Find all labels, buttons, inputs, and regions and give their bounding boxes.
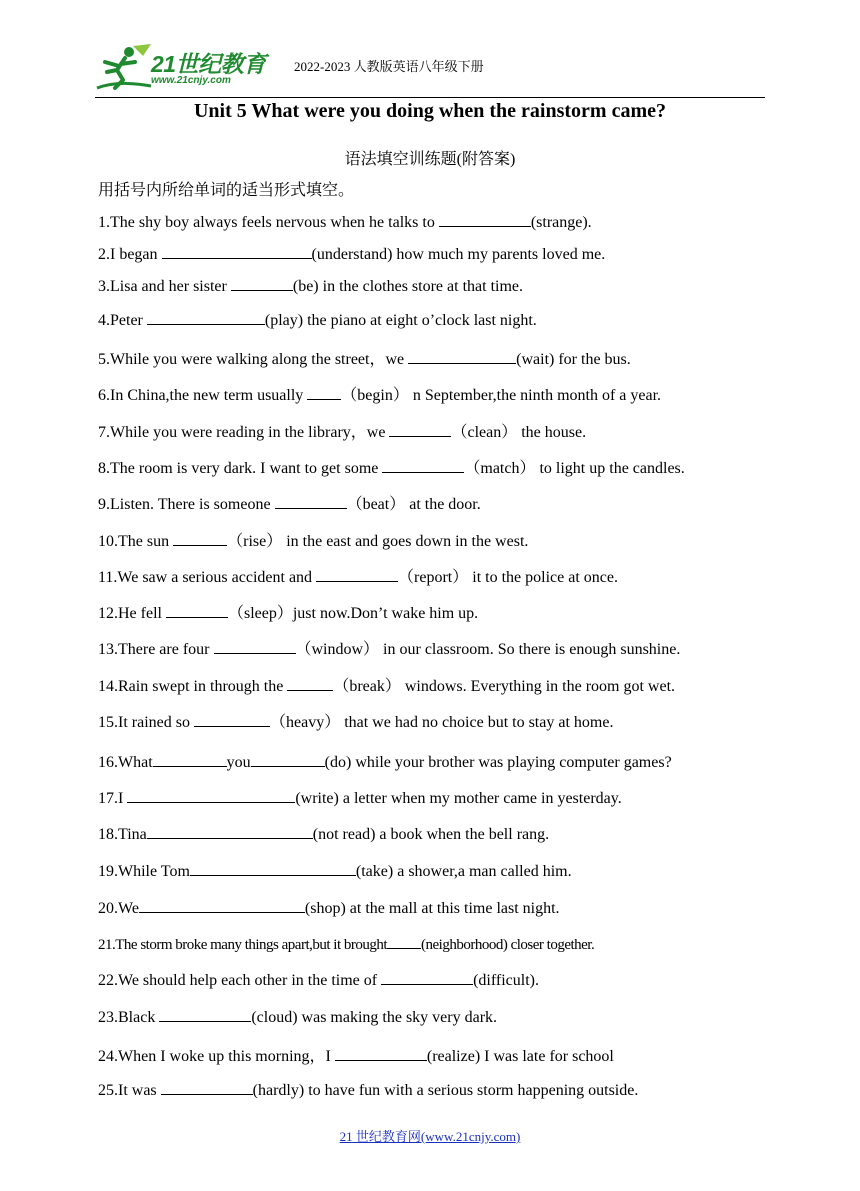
- question-text: 19.While Tom: [98, 863, 190, 880]
- question-text: 16.What: [98, 754, 153, 771]
- question-text: （clean） the house.: [451, 424, 587, 441]
- question-13: [98, 636, 680, 659]
- page-header: [0, 0, 860, 100]
- question-text: （heavy） that we had no choice but to stay at home.: [269, 714, 614, 731]
- answer-blank[interactable]: [153, 752, 227, 767]
- question-text: 13.There are four: [98, 641, 210, 658]
- question-3: [98, 276, 523, 296]
- question-11: [98, 564, 618, 587]
- question-18: [98, 824, 549, 844]
- question-text: 25.It was: [98, 1082, 157, 1099]
- question-1: [98, 212, 592, 232]
- question-text: 11.We saw a serious accident and: [98, 569, 313, 586]
- question-text: 9.Listen. There is someone: [98, 496, 271, 513]
- question-text: （report） it to the police at once.: [398, 569, 618, 586]
- question-text: (take) a shower,a man called him.: [355, 863, 572, 880]
- answer-blank[interactable]: [387, 934, 421, 949]
- question-15: [98, 709, 613, 732]
- answer-blank[interactable]: [127, 788, 295, 803]
- logo-site: www.21cnjy.com: [151, 75, 231, 86]
- answer-blank[interactable]: [307, 385, 341, 400]
- answer-blank[interactable]: [275, 494, 347, 509]
- answer-blank[interactable]: [251, 752, 325, 767]
- header-divider: [95, 97, 765, 98]
- answer-blank[interactable]: [161, 1080, 253, 1095]
- question-text: (wait) for the bus.: [516, 351, 631, 368]
- question-text: （window） in our classroom. So there is enough sunshine.: [295, 641, 681, 658]
- question-text: 12.He fell: [98, 605, 162, 622]
- question-17: [98, 788, 622, 808]
- answer-blank[interactable]: [159, 1007, 251, 1022]
- answer-blank[interactable]: [389, 422, 451, 437]
- question-19: [98, 861, 572, 881]
- question-21: [98, 934, 594, 954]
- question-20: [98, 898, 560, 918]
- answer-blank[interactable]: [287, 676, 333, 691]
- question-22: [98, 970, 539, 990]
- question-text: （match） to light up the candles.: [464, 460, 685, 477]
- answer-blank[interactable]: [147, 310, 265, 325]
- answer-blank[interactable]: [408, 349, 516, 364]
- question-12: [98, 600, 478, 623]
- answer-blank[interactable]: [190, 861, 356, 876]
- question-text: (realize) I was late for school: [426, 1048, 614, 1065]
- question-text: (write) a letter when my mother came in yesterday.: [295, 790, 622, 807]
- question-text: 21.The storm broke many things apart,but it brought: [98, 937, 388, 953]
- answer-blank[interactable]: [166, 603, 228, 618]
- answer-blank[interactable]: [231, 276, 293, 291]
- question-text: 24.When I woke up this morning，I: [98, 1048, 331, 1065]
- question-2: [98, 244, 605, 264]
- question-text: (be) in the clothes store at that time.: [292, 278, 524, 295]
- question-text: (cloud) was making the sky very dark.: [251, 1009, 498, 1026]
- question-16: [98, 752, 672, 772]
- logo-brand: 21世纪教育: [151, 51, 266, 77]
- question-6: [98, 382, 661, 405]
- answer-blank[interactable]: [382, 458, 464, 473]
- header-subtitle: 2022-2023 人教版英语八年级下册: [294, 59, 484, 74]
- logo: [95, 42, 275, 94]
- answer-blank[interactable]: [439, 212, 531, 227]
- question-text: (play) the piano at eight o’clock last night.: [264, 312, 537, 329]
- page-subtitle: 语法填空训练题(附答案): [344, 151, 516, 168]
- question-text: 3.Lisa and her sister: [98, 278, 227, 295]
- question-text: 1.The shy boy always feels nervous when he talks to: [98, 214, 435, 231]
- question-10: [98, 528, 528, 551]
- question-text: 22.We should help each other in the time of: [98, 972, 378, 989]
- question-text: (do) while your brother was playing computer games?: [324, 754, 672, 771]
- question-text: 20.We: [98, 900, 139, 917]
- answer-blank[interactable]: [194, 712, 270, 727]
- runner-logo-icon: [95, 42, 153, 94]
- answer-blank[interactable]: [214, 639, 296, 654]
- question-8: [98, 455, 685, 478]
- footer-link[interactable]: 21 世纪教育网(www.21cnjy.com): [339, 1129, 521, 1144]
- answer-blank[interactable]: [173, 531, 227, 546]
- question-9: [98, 491, 481, 514]
- question-25: [98, 1080, 638, 1100]
- question-7: [98, 419, 586, 442]
- instruction: 用括号内所给单词的适当形式填空。: [98, 182, 355, 199]
- question-text: (hardly) to have fun with a serious storm happening outside.: [252, 1082, 639, 1099]
- question-24: [98, 1043, 614, 1066]
- question-text: (difficult).: [473, 972, 539, 989]
- page-title: Unit 5 What were you doing when the rainstorm came?: [193, 100, 667, 122]
- question-4: [98, 310, 537, 330]
- question-text: （break） windows. Everything in the room got wet.: [333, 678, 676, 695]
- question-text: 15.It rained so: [98, 714, 190, 731]
- question-text: 4.Peter: [98, 312, 143, 329]
- answer-blank[interactable]: [139, 898, 305, 913]
- question-text: （begin） n September,the ninth month of a year.: [341, 387, 662, 404]
- question-text: 14.Rain swept in through the: [98, 678, 284, 695]
- answer-blank[interactable]: [335, 1046, 427, 1061]
- question-text: (shop) at the mall at this time last night.: [304, 900, 560, 917]
- question-text: （sleep）just now.Don’t wake him up.: [227, 605, 479, 622]
- question-text: (strange).: [530, 214, 592, 231]
- question-text: (neighborhood) closer together.: [421, 937, 595, 953]
- question-text: 6.In China,the new term usually: [98, 387, 304, 404]
- question-text: (not read) a book when the bell rang.: [312, 826, 550, 843]
- answer-blank[interactable]: [316, 567, 398, 582]
- question-23: [98, 1007, 497, 1027]
- question-text: 18.Tina: [98, 826, 147, 843]
- question-text: 7.While you were reading in the library，we: [98, 424, 386, 441]
- question-text: 8.The room is very dark. I want to get some: [98, 460, 379, 477]
- question-text: 23.Black: [98, 1009, 156, 1026]
- question-text: 17.I: [98, 790, 124, 807]
- question-text: 10.The sun: [98, 533, 170, 550]
- question-text: you: [226, 754, 251, 771]
- answer-blank[interactable]: [147, 824, 313, 839]
- question-text: （beat） at the door.: [346, 496, 481, 513]
- question-text: 2.I began: [98, 246, 158, 263]
- answer-blank[interactable]: [381, 970, 473, 985]
- question-5: [98, 346, 631, 369]
- answer-blank[interactable]: [162, 244, 312, 259]
- question-text: 5.While you were walking along the street，we: [98, 351, 405, 368]
- question-14: [98, 673, 675, 696]
- question-text: （rise） in the east and goes down in the west.: [227, 533, 529, 550]
- question-text: (understand) how much my parents loved me.: [311, 246, 606, 263]
